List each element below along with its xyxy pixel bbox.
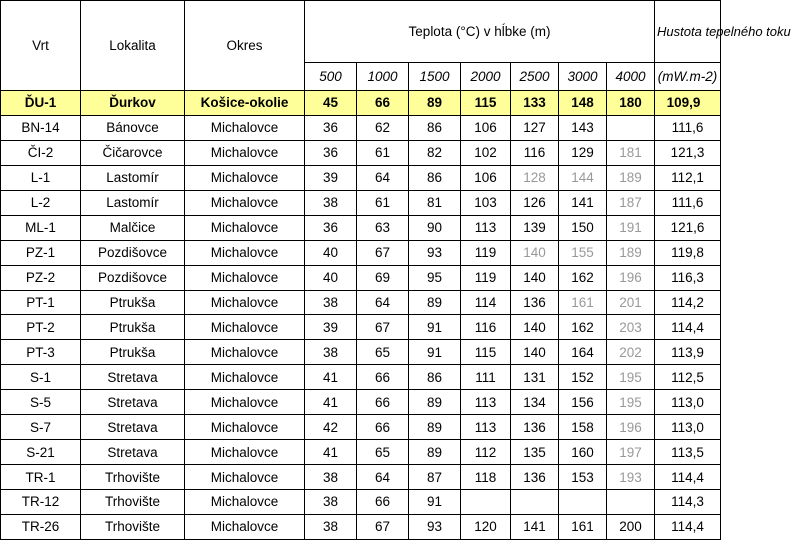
cell-temp: 196 — [607, 265, 655, 290]
table-row — [1, 140, 721, 165]
table-row — [1, 514, 721, 539]
cell-okres: Michalovce — [185, 115, 305, 140]
header-lokalita: Lokalita — [81, 1, 185, 91]
cell-hustota: 112,1 — [655, 165, 721, 190]
cell-temp: 36 — [305, 115, 357, 140]
cell-temp: 181 — [607, 140, 655, 165]
cell-lokalita: Lastomír — [81, 165, 185, 190]
cell-temp: 45 — [305, 91, 357, 116]
cell-temp: 187 — [607, 190, 655, 215]
cell-temp: 131 — [511, 365, 559, 390]
cell-temp: 162 — [559, 265, 607, 290]
cell-okres: Michalovce — [185, 390, 305, 415]
cell-temp: 81 — [409, 190, 461, 215]
cell-temp: 38 — [305, 465, 357, 490]
cell-lokalita: Stretava — [81, 365, 185, 390]
cell-hustota: 113,9 — [655, 340, 721, 365]
header-okres: Okres — [185, 1, 305, 91]
cell-temp: 112 — [461, 440, 511, 465]
cell-temp: 82 — [409, 140, 461, 165]
table-row — [1, 315, 721, 340]
cell-temp: 90 — [409, 215, 461, 240]
cell-hustota: 113,0 — [655, 390, 721, 415]
table-row — [1, 440, 721, 465]
cell-temp: 38 — [305, 340, 357, 365]
cell-hustota: 113,5 — [655, 440, 721, 465]
cell-okres: Michalovce — [185, 440, 305, 465]
cell-temp: 164 — [559, 340, 607, 365]
cell-temp: 189 — [607, 240, 655, 265]
cell-temp: 143 — [559, 115, 607, 140]
cell-temp: 67 — [357, 514, 409, 539]
cell-hustota: 112,5 — [655, 365, 721, 390]
cell-okres: Michalovce — [185, 465, 305, 490]
cell-temp: 62 — [357, 115, 409, 140]
cell-temp: 38 — [305, 514, 357, 539]
cell-hustota: 111,6 — [655, 190, 721, 215]
cell-temp: 201 — [607, 290, 655, 315]
table-row — [1, 190, 721, 215]
cell-temp: 89 — [409, 415, 461, 440]
cell-vrt: TR-26 — [1, 514, 81, 539]
cell-temp: 195 — [607, 365, 655, 390]
cell-lokalita: Pozdišovce — [81, 265, 185, 290]
cell-temp: 118 — [461, 465, 511, 490]
table-row — [1, 415, 721, 440]
header-vrt: Vrt — [1, 1, 81, 91]
header-depth: 2000 — [461, 63, 511, 91]
cell-temp: 155 — [559, 240, 607, 265]
cell-temp: 152 — [559, 365, 607, 390]
cell-lokalita: Stretava — [81, 415, 185, 440]
header-depth: 1500 — [409, 63, 461, 91]
cell-temp: 193 — [607, 465, 655, 490]
cell-vrt: S-7 — [1, 415, 81, 440]
cell-temp: 119 — [461, 265, 511, 290]
cell-temp: 129 — [559, 140, 607, 165]
cell-lokalita: Malčice — [81, 215, 185, 240]
cell-okres: Michalovce — [185, 165, 305, 190]
cell-temp: 106 — [461, 165, 511, 190]
header-depth: 500 — [305, 63, 357, 91]
cell-temp: 200 — [607, 514, 655, 539]
cell-temp: 63 — [357, 215, 409, 240]
cell-temp: 65 — [357, 340, 409, 365]
cell-temp: 140 — [511, 315, 559, 340]
cell-temp: 95 — [409, 265, 461, 290]
cell-okres: Michalovce — [185, 290, 305, 315]
header-unit: (mW.m-2) — [655, 63, 721, 91]
cell-temp: 158 — [559, 415, 607, 440]
cell-temp: 67 — [357, 315, 409, 340]
cell-vrt: TR-1 — [1, 465, 81, 490]
cell-temp — [511, 490, 559, 515]
cell-temp: 89 — [409, 440, 461, 465]
cell-vrt: L-1 — [1, 165, 81, 190]
cell-lokalita: Trhovište — [81, 465, 185, 490]
cell-temp: 113 — [461, 390, 511, 415]
cell-temp: 61 — [357, 140, 409, 165]
cell-temp: 141 — [559, 190, 607, 215]
cell-temp: 86 — [409, 365, 461, 390]
cell-temp: 156 — [559, 390, 607, 415]
cell-temp: 103 — [461, 190, 511, 215]
cell-temp: 66 — [357, 490, 409, 515]
cell-temp: 91 — [409, 340, 461, 365]
cell-temp: 136 — [511, 415, 559, 440]
cell-temp: 114 — [461, 290, 511, 315]
cell-lokalita: Ptrukša — [81, 315, 185, 340]
cell-vrt: PZ-1 — [1, 240, 81, 265]
cell-vrt: BN-14 — [1, 115, 81, 140]
cell-temp: 119 — [461, 240, 511, 265]
cell-temp: 136 — [511, 465, 559, 490]
cell-lokalita: Ptrukša — [81, 340, 185, 365]
header-depth: 1000 — [357, 63, 409, 91]
cell-temp: 153 — [559, 465, 607, 490]
cell-okres: Michalovce — [185, 215, 305, 240]
cell-hustota: 121,3 — [655, 140, 721, 165]
cell-temp: 67 — [357, 240, 409, 265]
cell-hustota: 114,4 — [655, 315, 721, 340]
cell-temp: 162 — [559, 315, 607, 340]
cell-lokalita: Pozdišovce — [81, 240, 185, 265]
cell-okres: Michalovce — [185, 240, 305, 265]
cell-temp: 116 — [511, 140, 559, 165]
cell-temp: 144 — [559, 165, 607, 190]
cell-hustota: 119,8 — [655, 240, 721, 265]
table-row — [1, 340, 721, 365]
cell-vrt: S-5 — [1, 390, 81, 415]
cell-temp: 36 — [305, 140, 357, 165]
cell-temp: 61 — [357, 190, 409, 215]
table-row — [1, 215, 721, 240]
cell-hustota: 114,4 — [655, 465, 721, 490]
cell-temp: 141 — [511, 514, 559, 539]
cell-temp: 93 — [409, 514, 461, 539]
cell-temp: 66 — [357, 415, 409, 440]
cell-hustota: 114,2 — [655, 290, 721, 315]
cell-temp: 66 — [357, 365, 409, 390]
cell-temp: 66 — [357, 390, 409, 415]
cell-temp: 160 — [559, 440, 607, 465]
cell-okres: Michalovce — [185, 140, 305, 165]
cell-lokalita: Lastomír — [81, 190, 185, 215]
cell-hustota: 114,4 — [655, 514, 721, 539]
cell-lokalita: Trhovište — [81, 490, 185, 515]
table-row — [1, 390, 721, 415]
cell-hustota: 109,9 — [655, 91, 721, 116]
cell-temp: 128 — [511, 165, 559, 190]
cell-vrt: PT-3 — [1, 340, 81, 365]
cell-okres: Michalovce — [185, 415, 305, 440]
header-teplota: Teplota (°C) v hĺbke (m) — [305, 1, 655, 63]
cell-hustota: 113,0 — [655, 415, 721, 440]
cell-okres: Michalovce — [185, 490, 305, 515]
cell-temp: 140 — [511, 340, 559, 365]
cell-vrt: ML-1 — [1, 215, 81, 240]
cell-okres: Michalovce — [185, 514, 305, 539]
cell-temp: 189 — [607, 165, 655, 190]
header-hustota: Hustota tepelného toku — [655, 1, 721, 63]
cell-temp: 134 — [511, 390, 559, 415]
cell-temp: 41 — [305, 365, 357, 390]
cell-okres: Michalovce — [185, 315, 305, 340]
cell-vrt: PT-1 — [1, 290, 81, 315]
cell-temp: 41 — [305, 390, 357, 415]
cell-vrt: S-21 — [1, 440, 81, 465]
cell-temp: 64 — [357, 465, 409, 490]
cell-vrt: ČI-2 — [1, 140, 81, 165]
cell-temp: 203 — [607, 315, 655, 340]
cell-okres: Michalovce — [185, 365, 305, 390]
cell-temp: 140 — [511, 240, 559, 265]
cell-temp: 89 — [409, 390, 461, 415]
cell-temp: 196 — [607, 415, 655, 440]
cell-temp: 161 — [559, 514, 607, 539]
cell-lokalita: Stretava — [81, 390, 185, 415]
cell-temp: 102 — [461, 140, 511, 165]
table-row — [1, 165, 721, 190]
table-row — [1, 290, 721, 315]
cell-temp: 89 — [409, 290, 461, 315]
cell-temp — [607, 115, 655, 140]
cell-lokalita: Ptrukša — [81, 290, 185, 315]
cell-vrt: L-2 — [1, 190, 81, 215]
cell-temp: 202 — [607, 340, 655, 365]
cell-temp: 195 — [607, 390, 655, 415]
cell-temp: 113 — [461, 415, 511, 440]
cell-lokalita: Trhovište — [81, 514, 185, 539]
cell-temp: 139 — [511, 215, 559, 240]
cell-hustota: 111,6 — [655, 115, 721, 140]
cell-hustota: 116,3 — [655, 265, 721, 290]
cell-vrt: TR-12 — [1, 490, 81, 515]
cell-vrt: PT-2 — [1, 315, 81, 340]
cell-lokalita: Stretava — [81, 440, 185, 465]
cell-temp: 135 — [511, 440, 559, 465]
cell-vrt: ĎU-1 — [1, 91, 81, 116]
table-row — [1, 115, 721, 140]
cell-temp: 65 — [357, 440, 409, 465]
cell-temp: 87 — [409, 465, 461, 490]
cell-temp: 40 — [305, 240, 357, 265]
cell-temp: 86 — [409, 115, 461, 140]
cell-temp — [559, 490, 607, 515]
cell-temp: 111 — [461, 365, 511, 390]
cell-temp: 115 — [461, 91, 511, 116]
table-row — [1, 265, 721, 290]
cell-temp: 161 — [559, 290, 607, 315]
cell-temp: 64 — [357, 165, 409, 190]
cell-temp: 91 — [409, 315, 461, 340]
table-row — [1, 365, 721, 390]
cell-temp: 86 — [409, 165, 461, 190]
cell-temp: 115 — [461, 340, 511, 365]
cell-hustota: 121,6 — [655, 215, 721, 240]
cell-temp: 133 — [511, 91, 559, 116]
cell-temp: 113 — [461, 215, 511, 240]
cell-lokalita: Bánovce — [81, 115, 185, 140]
cell-temp: 140 — [511, 265, 559, 290]
cell-lokalita: Čičarovce — [81, 140, 185, 165]
cell-temp: 38 — [305, 290, 357, 315]
cell-temp: 89 — [409, 91, 461, 116]
cell-okres: Michalovce — [185, 340, 305, 365]
cell-temp: 42 — [305, 415, 357, 440]
cell-temp: 127 — [511, 115, 559, 140]
header-depth: 3000 — [559, 63, 607, 91]
cell-temp: 91 — [409, 490, 461, 515]
cell-temp: 38 — [305, 490, 357, 515]
cell-temp: 148 — [559, 91, 607, 116]
table-row — [1, 465, 721, 490]
cell-temp: 41 — [305, 440, 357, 465]
cell-temp — [607, 490, 655, 515]
table-row — [1, 91, 721, 116]
cell-temp: 69 — [357, 265, 409, 290]
cell-temp: 191 — [607, 215, 655, 240]
cell-okres: Michalovce — [185, 190, 305, 215]
table-row — [1, 490, 721, 515]
cell-vrt: S-1 — [1, 365, 81, 390]
header-depth: 2500 — [511, 63, 559, 91]
cell-temp: 126 — [511, 190, 559, 215]
cell-temp: 180 — [607, 91, 655, 116]
cell-temp: 40 — [305, 265, 357, 290]
cell-temp — [461, 490, 511, 515]
cell-temp: 116 — [461, 315, 511, 340]
cell-temp: 39 — [305, 165, 357, 190]
cell-okres: Košice-okolie — [185, 91, 305, 116]
cell-temp: 150 — [559, 215, 607, 240]
cell-temp: 197 — [607, 440, 655, 465]
cell-temp: 38 — [305, 190, 357, 215]
cell-hustota: 114,3 — [655, 490, 721, 515]
cell-temp: 120 — [461, 514, 511, 539]
header-depth: 4000 — [607, 63, 655, 91]
cell-temp: 106 — [461, 115, 511, 140]
cell-temp: 136 — [511, 290, 559, 315]
table-row — [1, 240, 721, 265]
cell-temp: 64 — [357, 290, 409, 315]
cell-okres: Michalovce — [185, 265, 305, 290]
cell-temp: 36 — [305, 215, 357, 240]
cell-temp: 39 — [305, 315, 357, 340]
cell-lokalita: Ďurkov — [81, 91, 185, 116]
cell-vrt: PZ-2 — [1, 265, 81, 290]
cell-temp: 66 — [357, 91, 409, 116]
cell-temp: 93 — [409, 240, 461, 265]
